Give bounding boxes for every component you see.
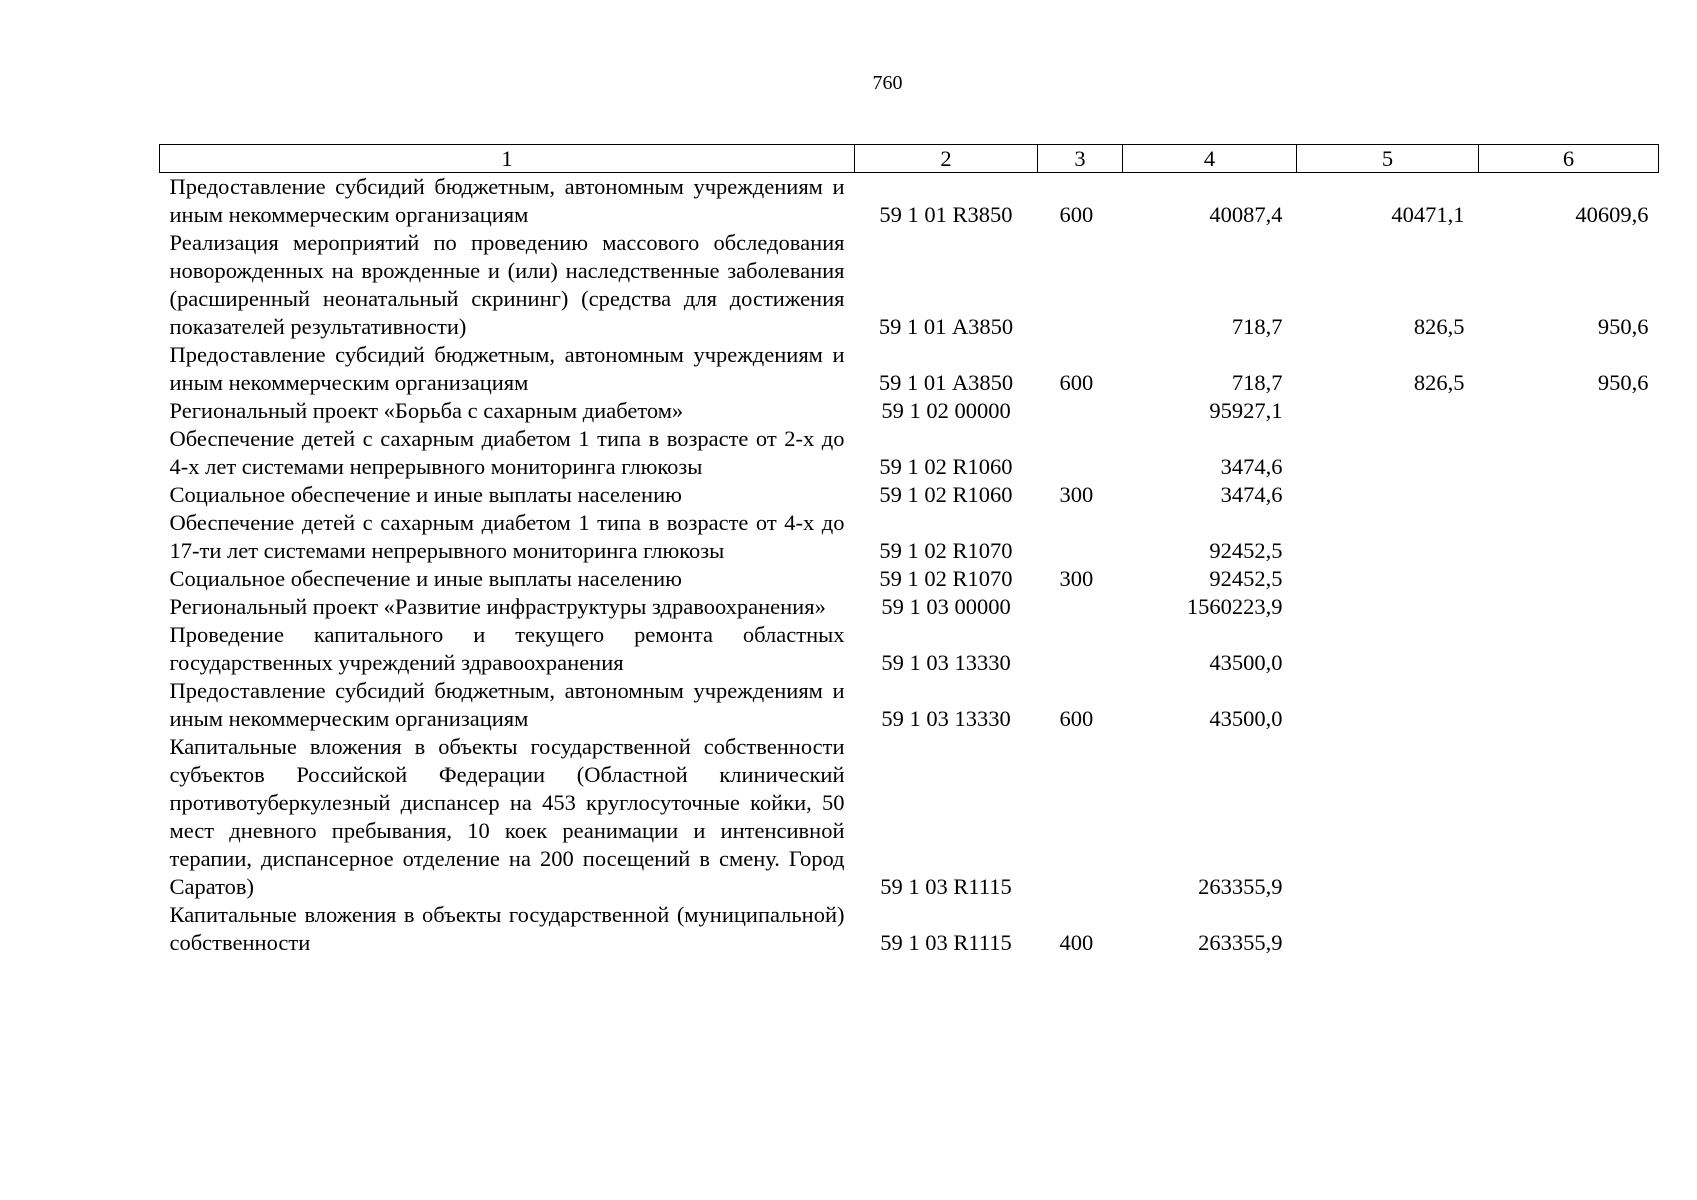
row-code: 59 1 02 R1070 — [879, 566, 1013, 591]
row-value-col5 — [1297, 565, 1479, 593]
row-name: Социальное обеспечение и иные выплаты населению — [169, 482, 682, 507]
row-name: Предоставление субсидий бюджетным, автономным учреждениям и иным некоммерческим организациям — [169, 342, 845, 395]
row-value-col5 — [1297, 397, 1479, 425]
table-row — [160, 481, 1659, 509]
row-name: Проведение капитального и текущего ремонта областных государственных учреждений здравоохранения — [169, 622, 845, 675]
budget-table-container — [159, 144, 1658, 957]
row-value-col4: 1560223,9 — [1186, 594, 1283, 619]
row-value-col5 — [1297, 425, 1479, 481]
table-row — [160, 901, 1659, 957]
row-name: Обеспечение детей с сахарным диабетом 1 типа в возрасте от 4-х до 17-ти лет системами непрерывного мониторинга глюкозы — [169, 510, 845, 563]
table-row — [160, 509, 1659, 565]
row-name: Капитальные вложения в объекты государственной собственности субъектов Российской Федерации (Областной клинический противотуберкулезный диспансер на 453 круглосуточные койки, 50 мест дневного пребывания, 10 коек реанимации и интенсивной терапии, диспансерное отделение на 200 посещений в смену. Город Саратов) — [169, 734, 845, 899]
row-value-col4: 718,7 — [1231, 314, 1283, 339]
row-value-col6 — [1479, 481, 1659, 509]
table-row — [160, 341, 1659, 397]
row-code: 59 1 02 00000 — [881, 398, 1011, 423]
row-code: 59 1 02 R1060 — [879, 482, 1013, 507]
row-expense-type — [1038, 593, 1123, 621]
row-value-col5 — [1297, 481, 1479, 509]
column-header: 2 — [855, 145, 1038, 173]
row-value-col4: 92452,5 — [1209, 538, 1283, 563]
row-value-col6 — [1479, 509, 1659, 565]
column-header: 6 — [1479, 145, 1659, 173]
row-code: 59 1 03 13330 — [881, 650, 1011, 675]
table-row — [160, 397, 1659, 425]
row-value-col6 — [1479, 425, 1659, 481]
row-value-col6 — [1479, 397, 1659, 425]
page-number: 760 — [872, 72, 903, 94]
row-expense-type — [1038, 621, 1123, 677]
row-code: 59 1 03 00000 — [881, 594, 1011, 619]
column-header: 1 — [160, 145, 855, 173]
row-value-col5 — [1297, 901, 1479, 957]
row-value-col4: 3474,6 — [1220, 454, 1283, 479]
row-value-col6: 950,6 — [1597, 370, 1649, 395]
table-row — [160, 677, 1659, 733]
table-row — [160, 593, 1659, 621]
column-header: 4 — [1123, 145, 1297, 173]
row-expense-type — [1038, 229, 1123, 341]
row-value-col6: 950,6 — [1597, 314, 1649, 339]
table-body — [160, 173, 1659, 958]
row-value-col6 — [1479, 677, 1659, 733]
table-row — [160, 565, 1659, 593]
row-code: 59 1 03 13330 — [881, 706, 1011, 731]
row-expense-type: 600 — [1059, 370, 1094, 395]
table-header — [160, 145, 1659, 173]
table-row — [160, 733, 1659, 901]
row-expense-type: 300 — [1059, 566, 1094, 591]
row-code: 59 1 03 R1115 — [880, 930, 1012, 955]
row-value-col4: 718,7 — [1231, 370, 1283, 395]
column-header: 3 — [1038, 145, 1123, 173]
row-value-col4: 40087,4 — [1209, 202, 1283, 227]
row-code: 59 1 02 R1060 — [879, 454, 1013, 479]
row-code: 59 1 03 R1115 — [880, 874, 1012, 899]
row-code: 59 1 01 А3850 — [878, 314, 1014, 339]
row-value-col6 — [1479, 733, 1659, 901]
table-row — [160, 229, 1659, 341]
row-expense-type — [1038, 425, 1123, 481]
header-row — [160, 145, 1659, 173]
table-row — [160, 173, 1659, 230]
row-value-col5: 40471,1 — [1391, 202, 1465, 227]
row-value-col5 — [1297, 593, 1479, 621]
row-value-col6 — [1479, 565, 1659, 593]
row-value-col6 — [1479, 593, 1659, 621]
row-value-col4: 92452,5 — [1209, 566, 1283, 591]
row-code: 59 1 02 R1070 — [879, 538, 1013, 563]
row-value-col4: 263355,9 — [1198, 874, 1283, 899]
row-expense-type — [1038, 733, 1123, 901]
row-expense-type: 600 — [1059, 706, 1094, 731]
row-name: Региональный проект «Борьба с сахарным диабетом» — [169, 398, 684, 423]
row-value-col5 — [1297, 733, 1479, 901]
row-expense-type — [1038, 397, 1123, 425]
row-expense-type: 300 — [1059, 482, 1094, 507]
table-row — [160, 621, 1659, 677]
row-value-col6: 40609,6 — [1575, 202, 1649, 227]
row-name: Реализация мероприятий по проведению массового обследования новорожденных на врожденные и (или) наследственные заболевания (расширенный неонатальный скрининг) (средства для достижения показателей результативности) — [169, 230, 845, 339]
row-value-col4: 43500,0 — [1209, 650, 1283, 675]
row-expense-type: 400 — [1059, 930, 1094, 955]
row-expense-type: 600 — [1059, 202, 1094, 227]
column-header: 5 — [1297, 145, 1479, 173]
row-name: Обеспечение детей с сахарным диабетом 1 типа в возрасте от 2-х до 4-х лет системами непрерывного мониторинга глюкозы — [169, 426, 845, 479]
row-value-col5: 826,5 — [1413, 370, 1465, 395]
row-value-col5: 826,5 — [1413, 314, 1465, 339]
row-value-col5 — [1297, 621, 1479, 677]
row-name: Региональный проект «Развитие инфраструктуры здравоохранения» — [169, 594, 826, 619]
row-name: Капитальные вложения в объекты государственной (муниципальной) собственности — [169, 902, 845, 955]
budget-table — [159, 144, 1659, 957]
row-name: Предоставление субсидий бюджетным, автономным учреждениям и иным некоммерческим организациям — [169, 678, 845, 731]
table-row — [160, 425, 1659, 481]
row-name: Социальное обеспечение и иные выплаты населению — [169, 566, 682, 591]
row-value-col4: 43500,0 — [1209, 706, 1283, 731]
row-value-col4: 263355,9 — [1198, 930, 1283, 955]
row-code: 59 1 01 А3850 — [878, 370, 1014, 395]
row-value-col5 — [1297, 677, 1479, 733]
row-value-col6 — [1479, 621, 1659, 677]
row-value-col5 — [1297, 509, 1479, 565]
row-name: Предоставление субсидий бюджетным, автономным учреждениям и иным некоммерческим организациям — [169, 174, 845, 227]
row-value-col4: 3474,6 — [1220, 482, 1283, 507]
row-value-col4: 95927,1 — [1209, 398, 1283, 423]
row-code: 59 1 01 R3850 — [879, 202, 1013, 227]
row-expense-type — [1038, 509, 1123, 565]
row-value-col6 — [1479, 901, 1659, 957]
